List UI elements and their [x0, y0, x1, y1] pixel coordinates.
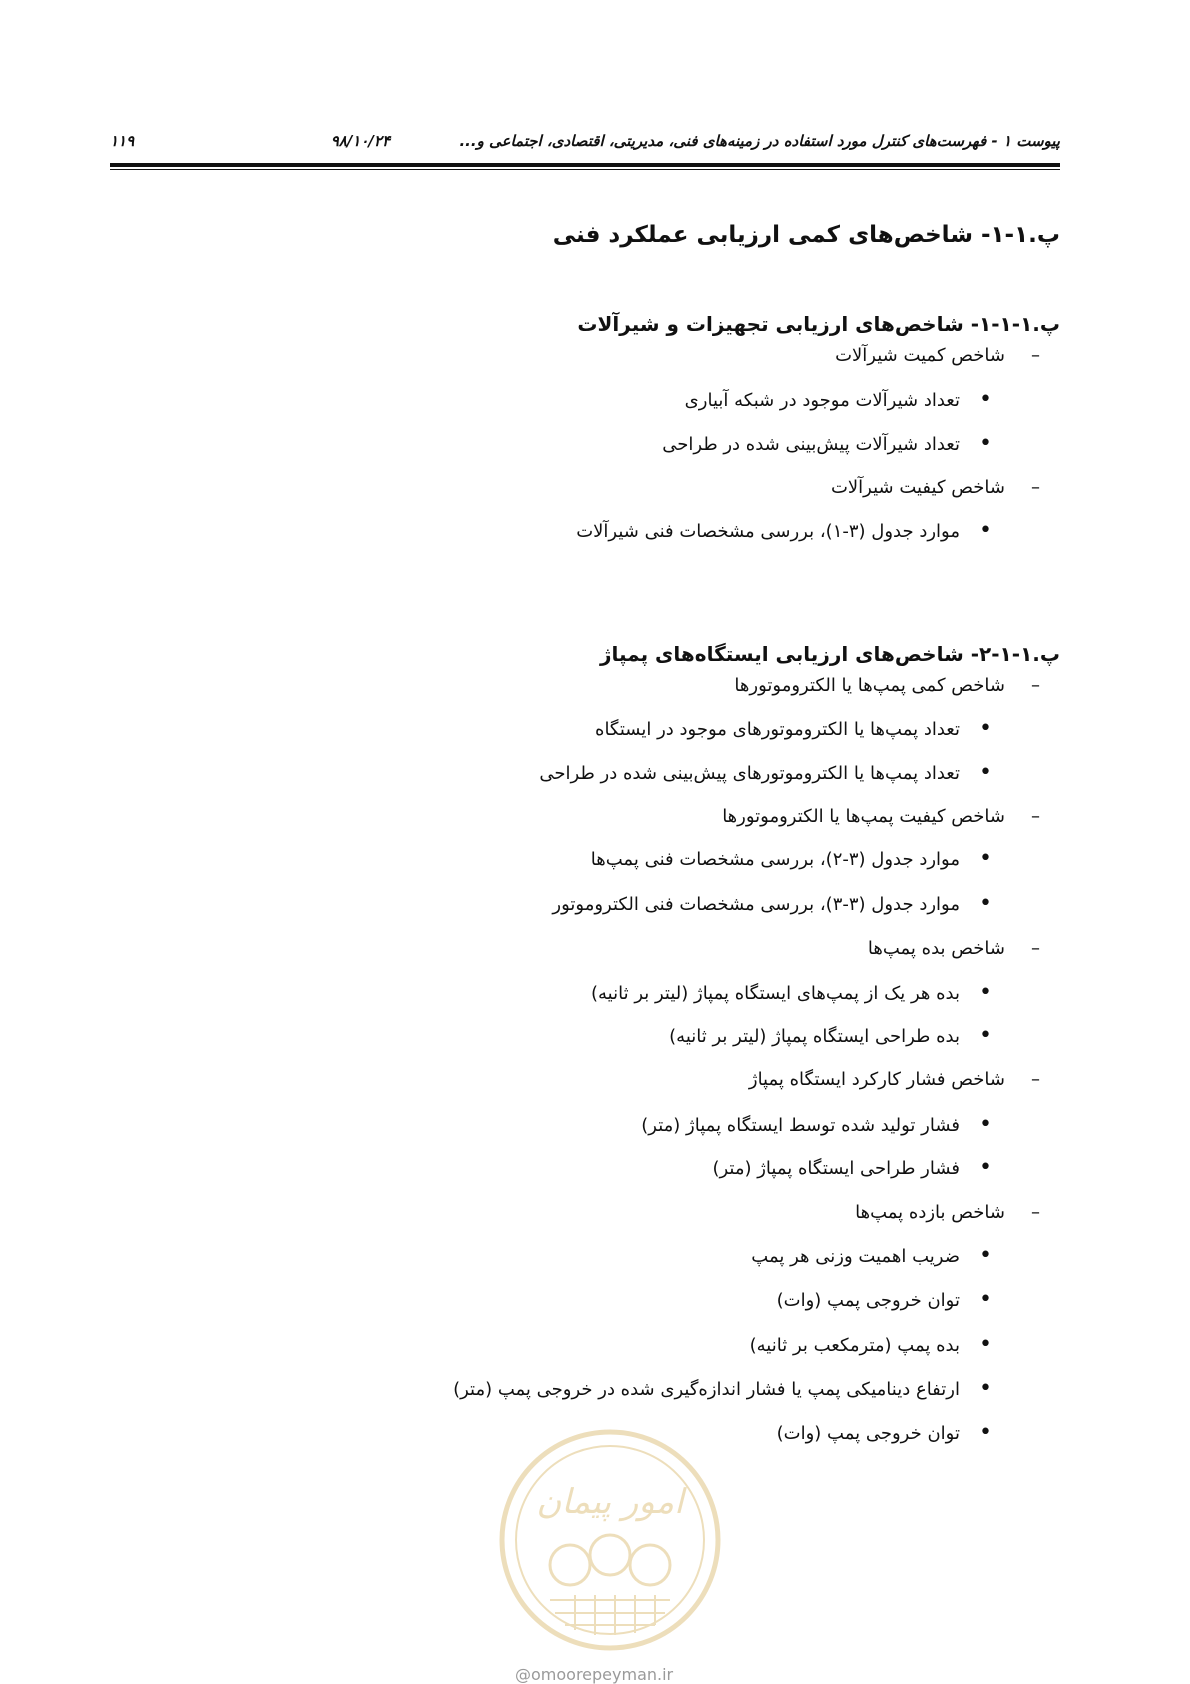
list-item	[669, 1023, 992, 1051]
bullet-marker: •	[979, 1243, 992, 1268]
running-header	[110, 128, 1060, 154]
bullet-marker: •	[979, 1112, 992, 1137]
bullet-marker: •	[979, 1287, 992, 1312]
bullet-marker: •	[979, 1376, 992, 1401]
list-item	[641, 1112, 992, 1140]
seal-icon	[495, 1425, 725, 1655]
list-item	[662, 431, 992, 459]
bullet-marker: •	[979, 1332, 992, 1357]
list-item-text: موارد جدول (۳-۳)، بررسی مشخصات فنی الکتروموتور	[552, 894, 960, 915]
list-item-text: تعداد شیرآلات موجود در شبکه آبیاری	[684, 390, 960, 411]
list-item	[576, 518, 992, 546]
list-item-text: تعداد پمپ‌ها یا الکتروموتورهای موجود در ایستگاه	[595, 719, 960, 740]
list-item-text: شاخص بازده پمپ‌ها	[855, 1202, 1005, 1223]
list-item	[749, 1332, 992, 1360]
list-item	[684, 387, 992, 415]
list-item-text: توان خروجی پمپ (وات)	[776, 1423, 960, 1444]
list-item-text: شاخص فشار کارکرد ایستگاه پمپاژ	[748, 1069, 1005, 1090]
list-item	[590, 846, 992, 874]
subsection-heading-equipment: پ.۱-۱-۱- شاخص‌های ارزیابی تجهیزات و شیرآلات	[577, 312, 1060, 336]
list-item-text: فشار تولید شده توسط ایستگاه پمپاژ (متر)	[641, 1115, 960, 1136]
list-item-text: تعداد شیرآلات پیش‌بینی شده در طراحی	[662, 434, 960, 455]
list-item-text: بده پمپ (مترمکعب بر ثانیه)	[749, 1335, 960, 1356]
header-rule-thin	[110, 169, 1060, 170]
list-item	[552, 891, 992, 919]
list-item	[539, 760, 992, 788]
list-item	[855, 1199, 1040, 1227]
header-rule	[110, 163, 1060, 167]
watermark-seal	[495, 1425, 725, 1655]
bullet-marker: •	[979, 980, 992, 1005]
list-item-text: ارتفاع دینامیکی پمپ یا فشار اندازه‌گیری شده در خروجی پمپ (متر)	[453, 1379, 960, 1400]
bullet-marker: •	[979, 1023, 992, 1048]
list-item-text: فشار طراحی ایستگاه پمپاژ (متر)	[712, 1158, 960, 1179]
section-heading: پ.۱-۱- شاخص‌های کمی ارزیابی عملکرد فنی	[552, 222, 1060, 248]
list-item-text: شاخص کمی پمپ‌ها یا الکتروموتورها	[734, 675, 1005, 696]
list-item-text: ضریب اهمیت وزنی هر پمپ	[751, 1246, 960, 1267]
bullet-marker: •	[979, 1420, 992, 1445]
list-item-text: شاخص بده پمپ‌ها	[867, 938, 1005, 959]
bullet-marker: •	[979, 760, 992, 785]
list-item	[712, 1155, 992, 1183]
list-item-text: شاخص کیفیت شیرآلات	[830, 477, 1005, 498]
list-item-text: شاخص کمیت شیرآلات	[835, 345, 1005, 366]
list-item-text: تعداد پمپ‌ها یا الکتروموتورهای پیش‌بینی شده در طراحی	[539, 763, 960, 784]
subsection-heading-pump-stations: پ.۱-۱-۲- شاخص‌های ارزیابی ایستگاه‌های پمپاژ	[599, 642, 1060, 666]
list-item	[867, 935, 1040, 963]
running-header-date: ۹۸/۱۰/۲۴	[330, 132, 390, 150]
list-item-text: موارد جدول (۳-۲)، بررسی مشخصات فنی پمپ‌ها	[590, 849, 960, 870]
dash-marker: –	[1031, 477, 1040, 498]
list-item	[748, 1066, 1040, 1094]
list-item-text: شاخص کیفیت پمپ‌ها یا الکتروموتورها	[722, 806, 1005, 827]
seal-logo-text: امور پیمان	[536, 1482, 684, 1522]
watermark-url: @omoorepeyman.ir	[515, 1665, 674, 1684]
dash-marker: –	[1031, 806, 1040, 827]
bullet-marker: •	[979, 846, 992, 871]
bullet-marker: •	[979, 387, 992, 412]
bullet-marker: •	[979, 518, 992, 543]
dash-marker: –	[1031, 938, 1040, 959]
list-item	[595, 716, 992, 744]
dash-marker: –	[1031, 1069, 1040, 1090]
list-item	[722, 803, 1040, 831]
list-item	[835, 342, 1040, 370]
list-item	[830, 474, 1040, 502]
running-header-title: پیوست ۱ - فهرست‌های کنترل مورد استفاده در زمینه‌های فنی، مدیریتی، اقتصادی، اجتماعی و...	[459, 132, 1060, 150]
list-item	[776, 1420, 992, 1448]
page-number: ۱۱۹	[110, 132, 135, 150]
list-item	[751, 1243, 992, 1271]
dash-marker: –	[1031, 675, 1040, 696]
list-item	[776, 1287, 992, 1315]
list-item-text: بده طراحی ایستگاه پمپاژ (لیتر بر ثانیه)	[669, 1026, 960, 1047]
list-item	[734, 672, 1040, 700]
list-item-text: بده هر یک از پمپ‌های ایستگاه پمپاژ (لیتر بر ثانیه)	[590, 983, 960, 1004]
dash-marker: –	[1031, 345, 1040, 366]
list-item	[453, 1376, 992, 1404]
list-item-text: موارد جدول (۳-۱)، بررسی مشخصات فنی شیرآلات	[576, 521, 960, 542]
bullet-marker: •	[979, 891, 992, 916]
bullet-marker: •	[979, 716, 992, 741]
list-item	[590, 980, 992, 1008]
bullet-marker: •	[979, 431, 992, 456]
list-item-text: توان خروجی پمپ (وات)	[776, 1290, 960, 1311]
bullet-marker: •	[979, 1155, 992, 1180]
dash-marker: –	[1031, 1202, 1040, 1223]
